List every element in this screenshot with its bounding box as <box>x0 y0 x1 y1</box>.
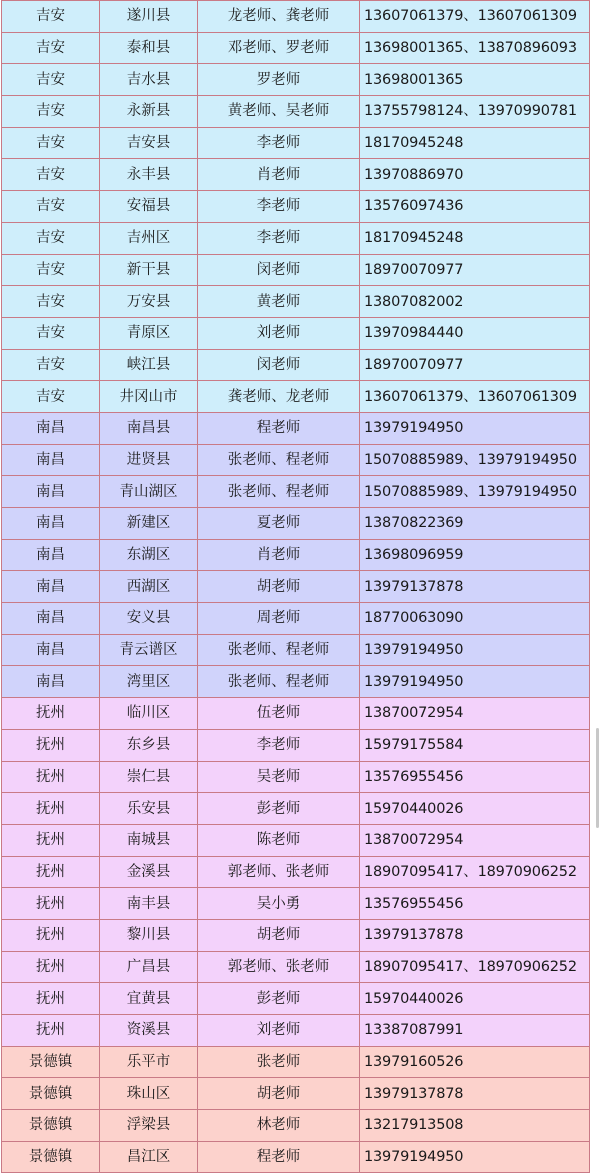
county-cell: 井冈山市 <box>100 381 198 413</box>
phone-cell: 13970886970 <box>360 159 590 191</box>
county-cell: 永新县 <box>100 96 198 128</box>
city-cell: 吉安 <box>2 349 100 381</box>
phone-cell: 18970070977 <box>360 254 590 286</box>
city-cell: 南昌 <box>2 603 100 635</box>
phone-cell: 13755798124、13970990781 <box>360 96 590 128</box>
phone-cell: 18907095417、18970906252 <box>360 856 590 888</box>
phone-cell: 13217913508 <box>360 1110 590 1142</box>
teacher-cell: 彭老师 <box>198 793 360 825</box>
county-cell: 西湖区 <box>100 571 198 603</box>
city-cell: 吉安 <box>2 254 100 286</box>
city-cell: 吉安 <box>2 381 100 413</box>
teacher-cell: 黄老师、吴老师 <box>198 96 360 128</box>
teacher-cell: 邓老师、罗老师 <box>198 32 360 64</box>
phone-cell: 15970440026 <box>360 793 590 825</box>
table-row <box>2 32 590 64</box>
phone-cell: 13979194950 <box>360 412 590 444</box>
teacher-cell: 张老师、程老师 <box>198 476 360 508</box>
teacher-cell: 张老师 <box>198 1046 360 1078</box>
county-cell: 昌江区 <box>100 1141 198 1173</box>
city-cell: 吉安 <box>2 159 100 191</box>
county-cell: 永丰县 <box>100 159 198 191</box>
city-cell: 抚州 <box>2 729 100 761</box>
county-cell: 广昌县 <box>100 951 198 983</box>
teacher-cell: 彭老师 <box>198 983 360 1015</box>
county-cell: 万安县 <box>100 286 198 318</box>
table-row <box>2 317 590 349</box>
table-row <box>2 286 590 318</box>
teacher-cell: 夏老师 <box>198 508 360 540</box>
city-cell: 抚州 <box>2 919 100 951</box>
city-cell: 抚州 <box>2 698 100 730</box>
county-cell: 珠山区 <box>100 1078 198 1110</box>
county-cell: 进贤县 <box>100 444 198 476</box>
county-cell: 遂川县 <box>100 1 198 33</box>
table-row <box>2 444 590 476</box>
teacher-cell: 刘老师 <box>198 1015 360 1047</box>
phone-cell: 13698001365 <box>360 64 590 96</box>
table-row <box>2 919 590 951</box>
table-row <box>2 127 590 159</box>
table-row <box>2 824 590 856</box>
phone-cell: 18970070977 <box>360 349 590 381</box>
teacher-cell: 李老师 <box>198 191 360 223</box>
county-cell: 青云谱区 <box>100 634 198 666</box>
county-cell: 金溪县 <box>100 856 198 888</box>
city-cell: 吉安 <box>2 317 100 349</box>
phone-cell: 13698096959 <box>360 539 590 571</box>
phone-cell: 13870072954 <box>360 824 590 856</box>
city-cell: 吉安 <box>2 286 100 318</box>
phone-cell: 18170945248 <box>360 222 590 254</box>
table-row <box>2 793 590 825</box>
table-row <box>2 508 590 540</box>
teacher-cell: 罗老师 <box>198 64 360 96</box>
table-row <box>2 571 590 603</box>
county-cell: 南丰县 <box>100 888 198 920</box>
teacher-cell: 闵老师 <box>198 349 360 381</box>
table-row <box>2 603 590 635</box>
table-row <box>2 698 590 730</box>
teacher-cell: 郭老师、张老师 <box>198 951 360 983</box>
teacher-cell: 龚老师、龙老师 <box>198 381 360 413</box>
county-cell: 吉安县 <box>100 127 198 159</box>
teacher-cell: 李老师 <box>198 127 360 159</box>
table-row <box>2 666 590 698</box>
teacher-cell: 吴小勇 <box>198 888 360 920</box>
teacher-cell: 闵老师 <box>198 254 360 286</box>
phone-cell: 13387087991 <box>360 1015 590 1047</box>
city-cell: 吉安 <box>2 1 100 33</box>
table-row <box>2 1078 590 1110</box>
county-cell: 资溪县 <box>100 1015 198 1047</box>
phone-cell: 13698001365、13870896093 <box>360 32 590 64</box>
phone-cell: 13979194950 <box>360 634 590 666</box>
contact-table <box>1 0 590 1173</box>
phone-cell: 13870822369 <box>360 508 590 540</box>
city-cell: 吉安 <box>2 32 100 64</box>
teacher-cell: 张老师、程老师 <box>198 634 360 666</box>
phone-cell: 13870072954 <box>360 698 590 730</box>
county-cell: 安义县 <box>100 603 198 635</box>
table-row <box>2 254 590 286</box>
table-row <box>2 1110 590 1142</box>
table-row <box>2 412 590 444</box>
table-row <box>2 983 590 1015</box>
teacher-cell: 刘老师 <box>198 317 360 349</box>
city-cell: 抚州 <box>2 888 100 920</box>
county-cell: 湾里区 <box>100 666 198 698</box>
phone-cell: 13979160526 <box>360 1046 590 1078</box>
table-row <box>2 222 590 254</box>
table-row <box>2 729 590 761</box>
city-cell: 吉安 <box>2 96 100 128</box>
county-cell: 东乡县 <box>100 729 198 761</box>
city-cell: 吉安 <box>2 127 100 159</box>
scrollbar-thumb[interactable] <box>596 728 599 828</box>
county-cell: 黎川县 <box>100 919 198 951</box>
phone-cell: 13979137878 <box>360 571 590 603</box>
table-row <box>2 381 590 413</box>
teacher-cell: 程老师 <box>198 1141 360 1173</box>
city-cell: 抚州 <box>2 1015 100 1047</box>
phone-cell: 13807082002 <box>360 286 590 318</box>
city-cell: 景德镇 <box>2 1141 100 1173</box>
city-cell: 吉安 <box>2 64 100 96</box>
city-cell: 景德镇 <box>2 1046 100 1078</box>
county-cell: 安福县 <box>100 191 198 223</box>
county-cell: 峡江县 <box>100 349 198 381</box>
city-cell: 南昌 <box>2 634 100 666</box>
table-row <box>2 64 590 96</box>
city-cell: 抚州 <box>2 824 100 856</box>
teacher-cell: 伍老师 <box>198 698 360 730</box>
county-cell: 宜黄县 <box>100 983 198 1015</box>
teacher-cell: 张老师、程老师 <box>198 444 360 476</box>
phone-cell: 13979137878 <box>360 1078 590 1110</box>
city-cell: 吉安 <box>2 222 100 254</box>
city-cell: 抚州 <box>2 793 100 825</box>
teacher-cell: 胡老师 <box>198 919 360 951</box>
phone-cell: 13979137878 <box>360 919 590 951</box>
city-cell: 抚州 <box>2 761 100 793</box>
city-cell: 吉安 <box>2 191 100 223</box>
phone-cell: 18907095417、18970906252 <box>360 951 590 983</box>
table-row <box>2 634 590 666</box>
phone-cell: 13576097436 <box>360 191 590 223</box>
county-cell: 东湖区 <box>100 539 198 571</box>
table-row <box>2 476 590 508</box>
teacher-cell: 胡老师 <box>198 571 360 603</box>
county-cell: 南城县 <box>100 824 198 856</box>
table-row <box>2 539 590 571</box>
phone-cell: 18770063090 <box>360 603 590 635</box>
teacher-cell: 程老师 <box>198 412 360 444</box>
city-cell: 景德镇 <box>2 1110 100 1142</box>
county-cell: 吉水县 <box>100 64 198 96</box>
county-cell: 青原区 <box>100 317 198 349</box>
teacher-cell: 李老师 <box>198 729 360 761</box>
phone-cell: 15979175584 <box>360 729 590 761</box>
table-row <box>2 191 590 223</box>
table-row <box>2 1015 590 1047</box>
table-row <box>2 1141 590 1173</box>
teacher-cell: 黄老师 <box>198 286 360 318</box>
phone-cell: 13576955456 <box>360 761 590 793</box>
table-row <box>2 1046 590 1078</box>
city-cell: 景德镇 <box>2 1078 100 1110</box>
phone-cell: 15070885989、13979194950 <box>360 476 590 508</box>
table-row <box>2 1 590 33</box>
county-cell: 乐安县 <box>100 793 198 825</box>
teacher-cell: 肖老师 <box>198 539 360 571</box>
city-cell: 抚州 <box>2 856 100 888</box>
teacher-cell: 周老师 <box>198 603 360 635</box>
phone-cell: 15970440026 <box>360 983 590 1015</box>
city-cell: 南昌 <box>2 571 100 603</box>
county-cell: 青山湖区 <box>100 476 198 508</box>
county-cell: 新干县 <box>100 254 198 286</box>
city-cell: 南昌 <box>2 444 100 476</box>
table-row <box>2 888 590 920</box>
teacher-cell: 胡老师 <box>198 1078 360 1110</box>
city-cell: 南昌 <box>2 476 100 508</box>
teacher-cell: 吴老师 <box>198 761 360 793</box>
table-row <box>2 96 590 128</box>
phone-cell: 13979194950 <box>360 666 590 698</box>
phone-cell: 13979194950 <box>360 1141 590 1173</box>
teacher-cell: 郭老师、张老师 <box>198 856 360 888</box>
table-row <box>2 349 590 381</box>
city-cell: 南昌 <box>2 666 100 698</box>
phone-cell: 15070885989、13979194950 <box>360 444 590 476</box>
phone-cell: 13607061379、13607061309 <box>360 381 590 413</box>
county-cell: 浮梁县 <box>100 1110 198 1142</box>
teacher-cell: 林老师 <box>198 1110 360 1142</box>
table-row <box>2 159 590 191</box>
city-cell: 抚州 <box>2 983 100 1015</box>
table-row <box>2 951 590 983</box>
county-cell: 临川区 <box>100 698 198 730</box>
table-row <box>2 856 590 888</box>
city-cell: 抚州 <box>2 951 100 983</box>
phone-cell: 13607061379、13607061309 <box>360 1 590 33</box>
table-row <box>2 761 590 793</box>
phone-cell: 18170945248 <box>360 127 590 159</box>
table-body <box>2 1 590 1173</box>
teacher-cell: 龙老师、龚老师 <box>198 1 360 33</box>
teacher-cell: 张老师、程老师 <box>198 666 360 698</box>
city-cell: 南昌 <box>2 539 100 571</box>
county-cell: 南昌县 <box>100 412 198 444</box>
county-cell: 崇仁县 <box>100 761 198 793</box>
county-cell: 乐平市 <box>100 1046 198 1078</box>
phone-cell: 13576955456 <box>360 888 590 920</box>
city-cell: 南昌 <box>2 508 100 540</box>
county-cell: 吉州区 <box>100 222 198 254</box>
teacher-cell: 李老师 <box>198 222 360 254</box>
county-cell: 泰和县 <box>100 32 198 64</box>
city-cell: 南昌 <box>2 412 100 444</box>
teacher-cell: 肖老师 <box>198 159 360 191</box>
county-cell: 新建区 <box>100 508 198 540</box>
teacher-cell: 陈老师 <box>198 824 360 856</box>
phone-cell: 13970984440 <box>360 317 590 349</box>
